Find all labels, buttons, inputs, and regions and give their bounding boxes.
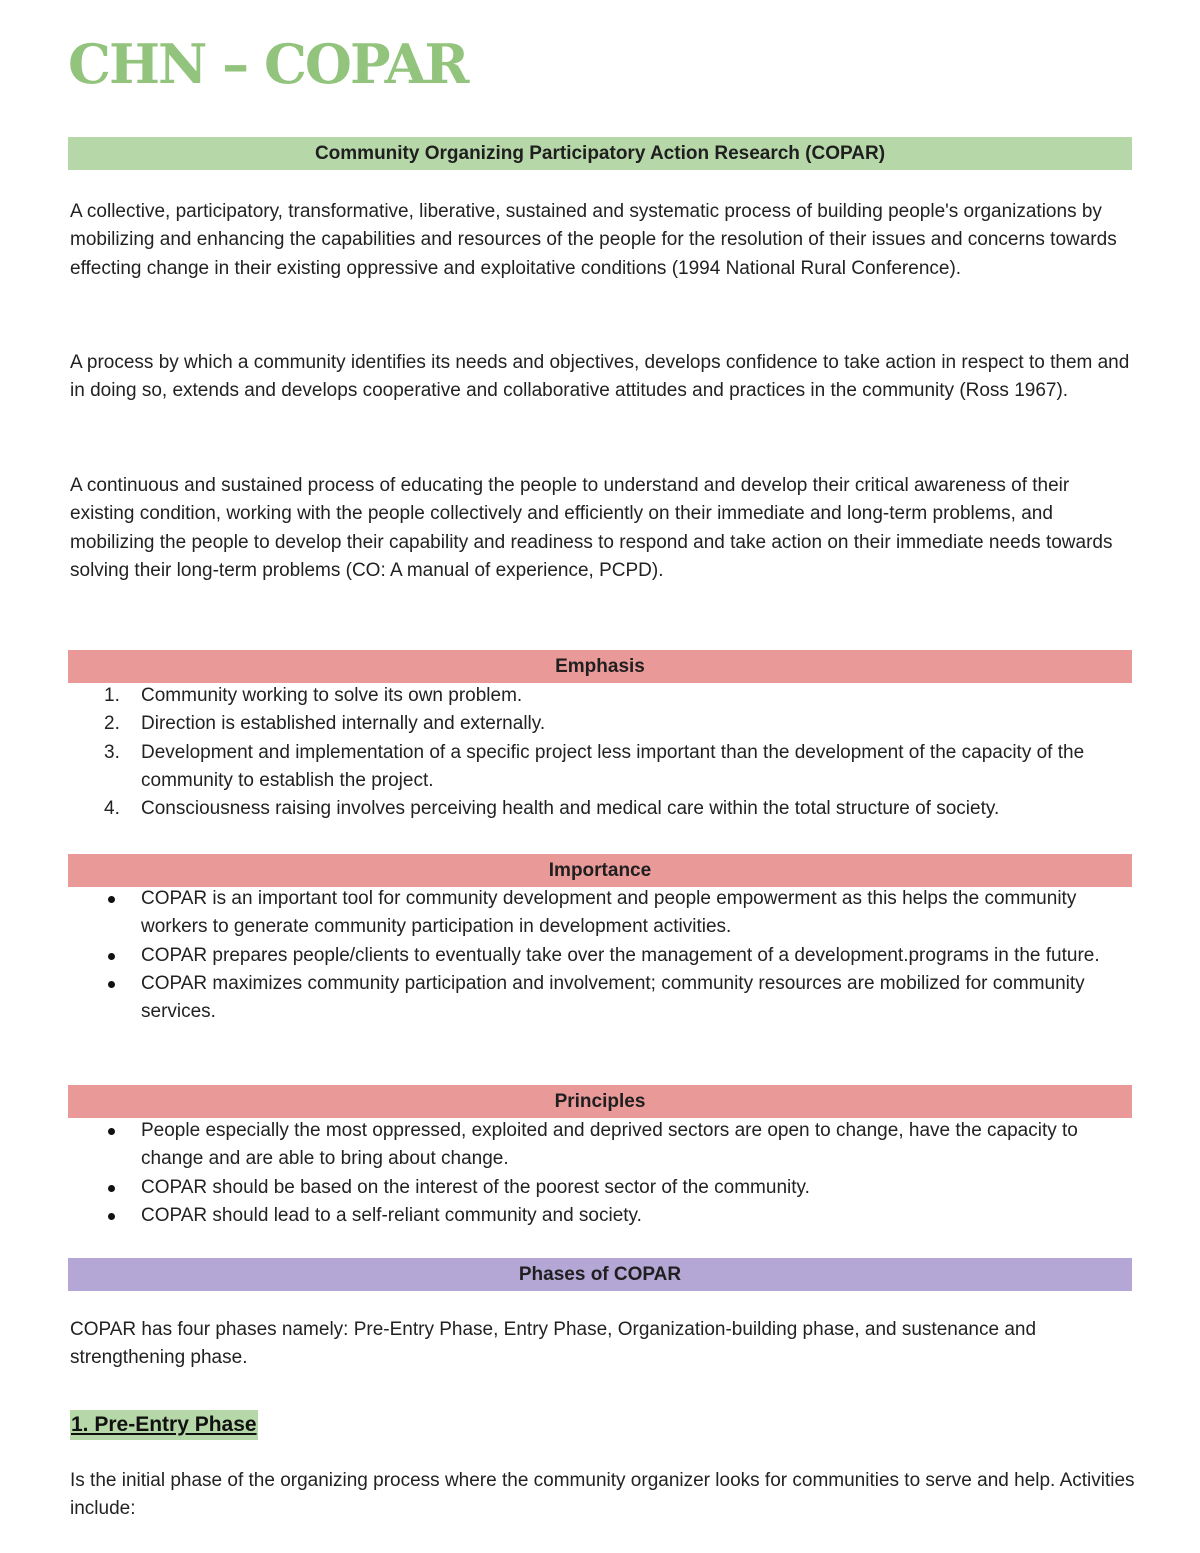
list-item [70,1174,1135,1202]
list-item [70,885,1135,942]
list-item-text: COPAR is an important tool for community development and people empowerment as this helps the community workers to generate community participation in development activities. [141,888,1077,938]
bullet-icon [108,896,115,903]
definition-paragraph: A continuous and sustained process of educating the people to understand and develop their critical awareness of their existing condition, working with the people collectively and efficiently on their immediate and long-term problems, and mobilizing the people to develop their capability and readiness to respond and take action on their immediate needs towards solving their long-term problems (CO: A manual of experience, PCPD). [70,475,1113,581]
phases-header-bar: Phases of COPAR [68,1258,1132,1291]
list-item [70,1117,1135,1174]
list-item-text: People especially the most oppressed, exploited and deprived sectors are open to change, have the capacity to change and are able to bring about change. [141,1120,1078,1170]
bullet-icon [108,1213,115,1220]
list-item [70,739,1135,796]
bullet-icon [108,1185,115,1192]
list-item [70,682,1135,710]
list-item-text: COPAR prepares people/clients to eventually take over the management of a development.programs in the future. [141,944,1100,966]
list-item-text: Consciousness raising involves perceiving health and medical care within the total structure of society. [141,798,1000,820]
principles-list [70,1117,1135,1230]
bullet-icon [108,1128,115,1135]
bullet-icon [108,953,115,960]
list-number: 4. [104,798,120,820]
list-number: 3. [104,741,120,763]
list-item-text: Community working to solve its own problem. [141,685,523,706]
emphasis-list [70,682,1135,823]
list-number: 2. [104,713,120,735]
list-item-text: Direction is established internally and externally. [141,713,546,735]
list-item-text: Development and implementation of a specific project less important than the development of the capacity of the community to establish the project. [141,741,1085,791]
phases-intro: COPAR has four phases namely: Pre-Entry Phase, Entry Phase, Organization-building phase, and sustenance and strengthening phase. [70,1319,1037,1369]
list-number: 1. [104,685,120,706]
emphasis-header-bar: Emphasis [68,650,1132,683]
list-item-text: COPAR should lead to a self-reliant community and society. [141,1204,642,1226]
list-item [70,710,1135,738]
list-item [70,970,1135,1027]
list-item [70,942,1135,970]
copar-header-bar: Community Organizing Participatory Action Research (COPAR) [68,137,1132,170]
pre-entry-paragraph: Is the initial phase of the organizing process where the community organizer looks for communities to serve and help. Activities include: [70,1470,1135,1520]
importance-list [70,885,1135,1026]
list-item [70,1202,1135,1230]
importance-header-bar: Importance [68,854,1132,887]
bullet-icon [108,981,115,988]
definition-paragraph: A collective, participatory, transformative, liberative, sustained and systematic process of building people's organizations by mobilizing and enhancing the capabilities and resources of the people for the resolution of their issues and concerns towards effecting change in their existing oppressive and exploitative conditions (1994 National Rural Conference). [70,201,1117,279]
pre-entry-heading: 1. Pre-Entry Phase [70,1410,258,1440]
document-title: CHN – COPAR [68,32,468,96]
list-item-text: COPAR should be based on the interest of the poorest sector of the community. [141,1176,810,1198]
principles-header-bar: Principles [68,1085,1132,1118]
definition-paragraph: A process by which a community identifies its needs and objectives, develops confidence to take action in respect to them and in doing so, extends and develops cooperative and collaborative attitudes and practices in the community (Ross 1967). [70,352,1130,402]
list-item [70,795,1135,823]
list-item-text: COPAR maximizes community participation and involvement; community resources are mobilized for community services. [141,972,1085,1023]
